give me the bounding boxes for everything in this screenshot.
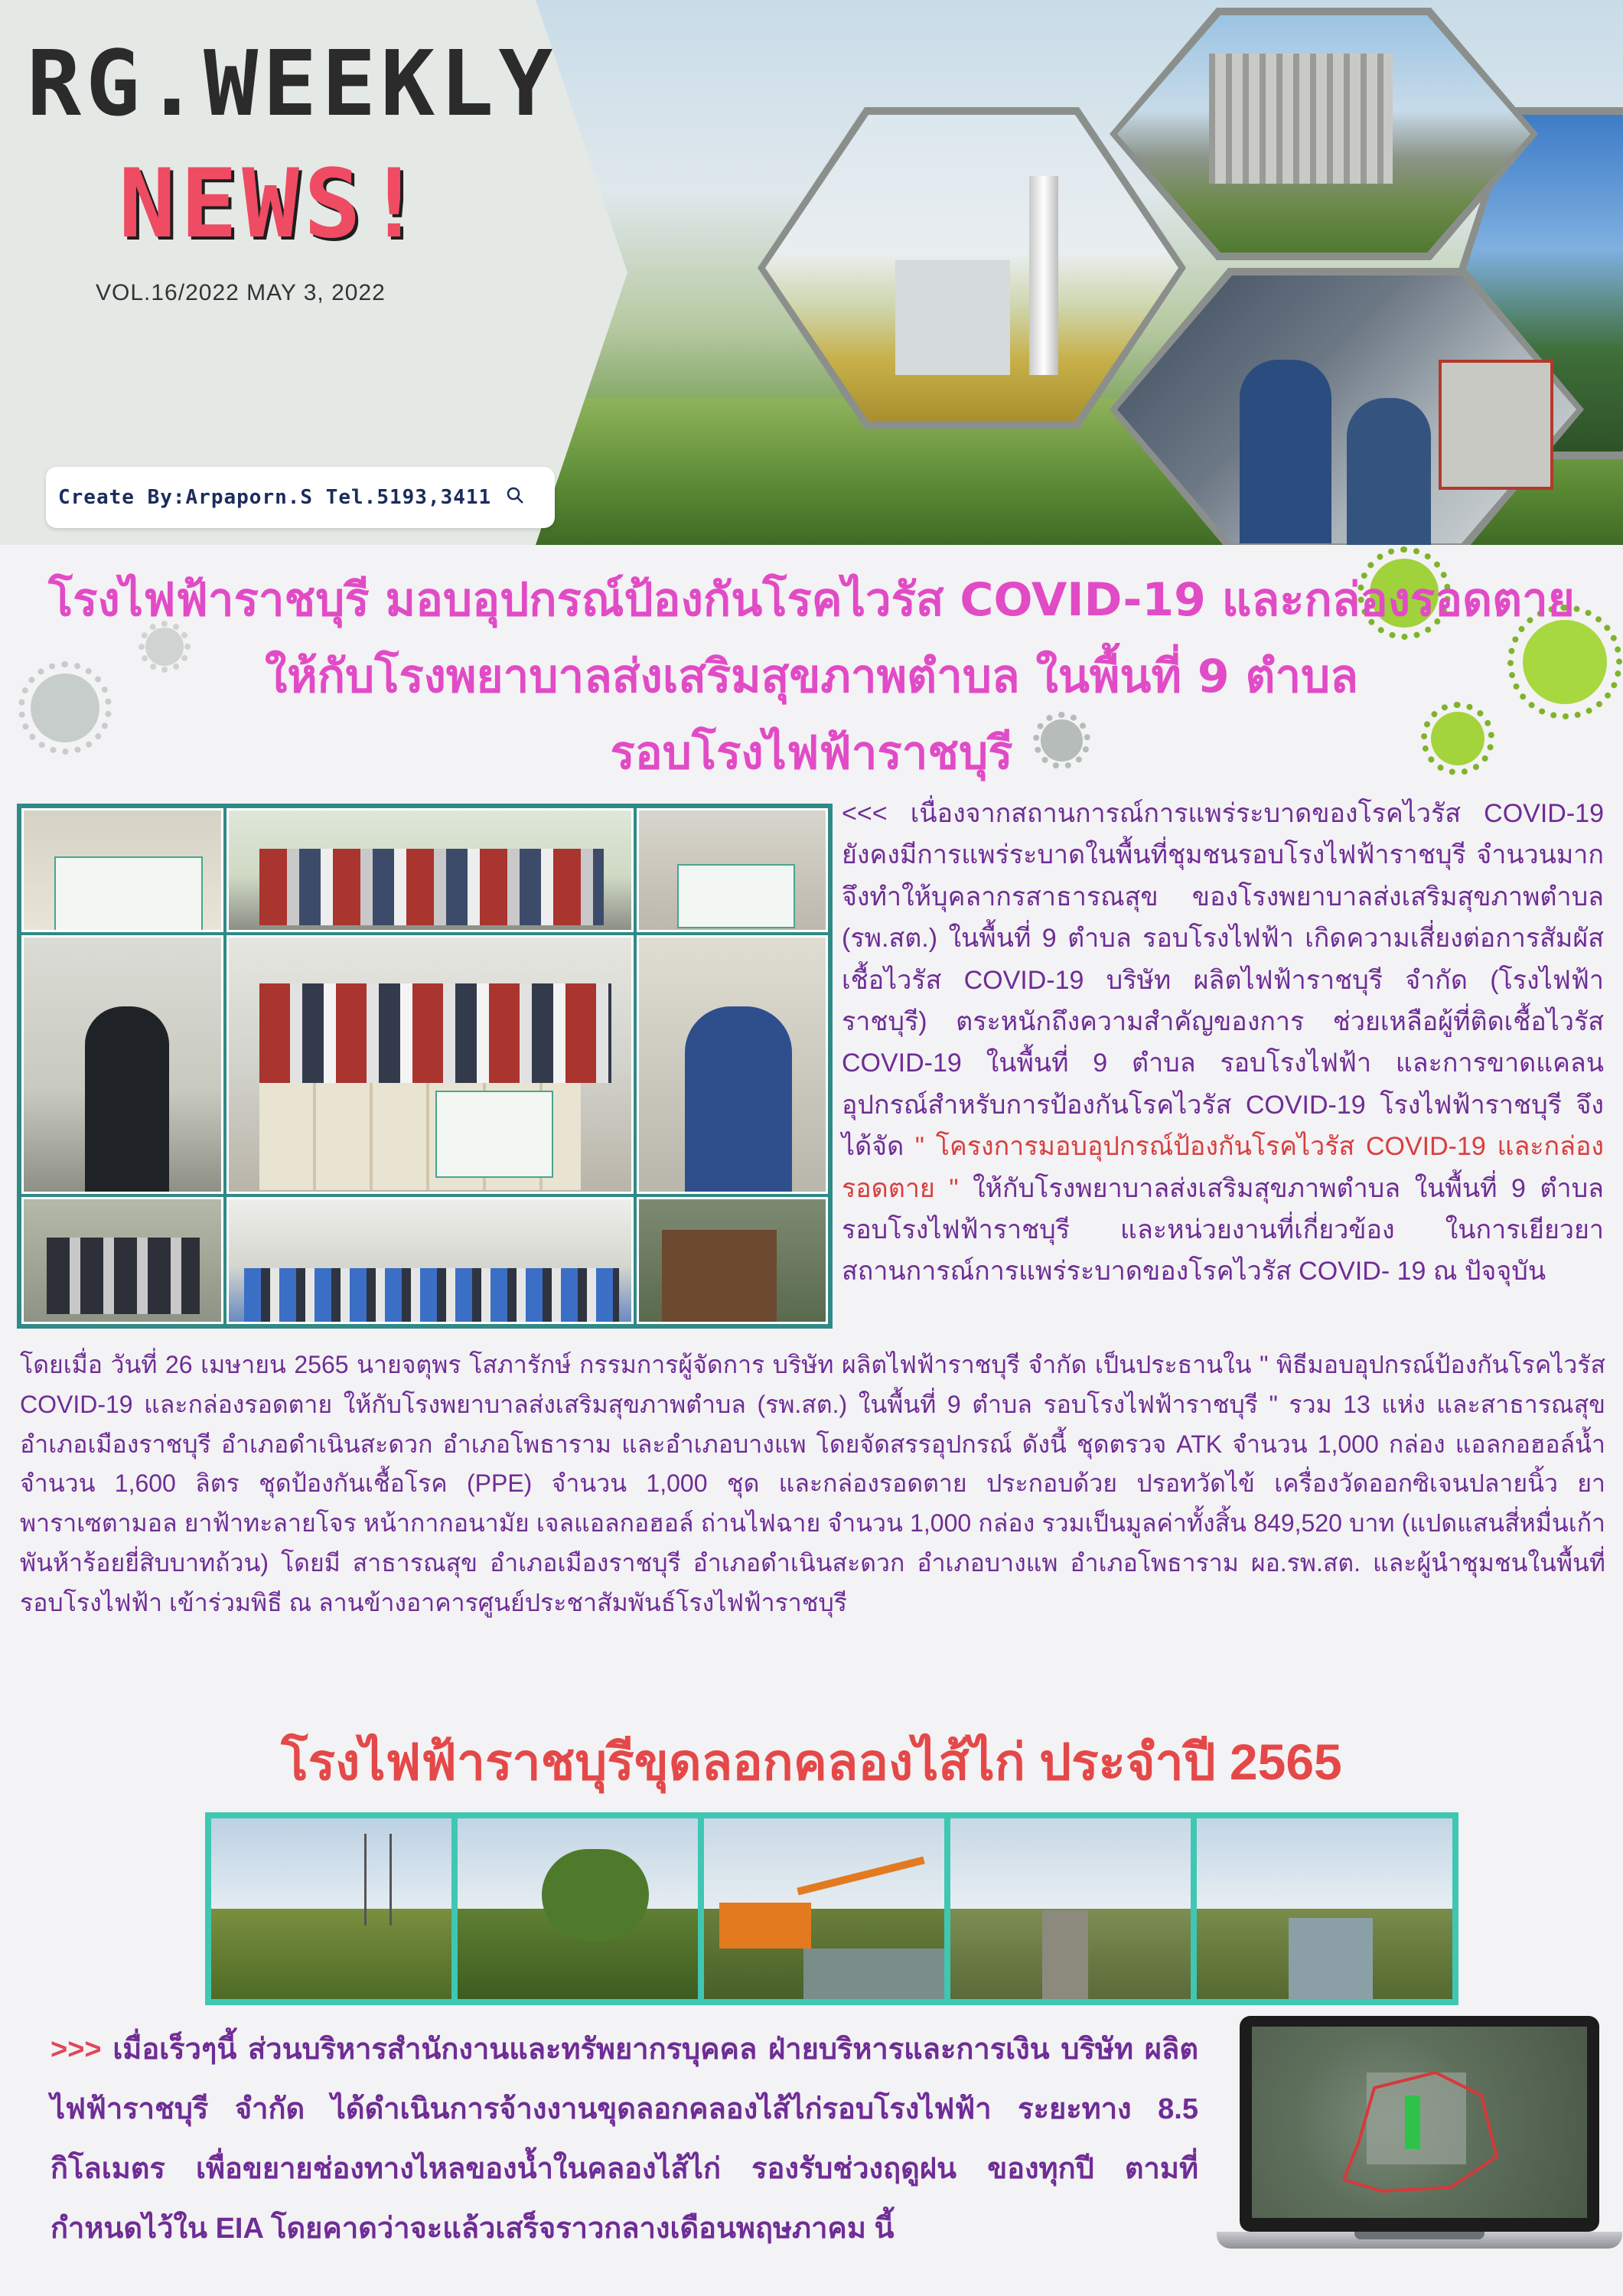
search-icon [505, 485, 525, 510]
canal-photo [950, 1818, 1191, 1999]
attendees-group [259, 849, 604, 925]
intro-text-a: เนื่องจากสถานการณ์การแพร่ระบาดของโรคไวรัส COVID-19 ยังคงมีการแพร่ระบาดในพื้นที่ชุมชนรอบโรงไฟฟ้าราชบุรี จำนวนมาก จึงทำให้บุคลากรสาธารณสุข ของโรงพยาบาลส่งเสริมสุขภาพตำบล (รพ.สต.) ในพื้นที่ 9 ตำบล รอบโรงไฟฟ้า เกิดความเสี่ยงต่อการสัมผัสเชื้อไวรัส COVID-19 บริษัท ผลิตไฟฟ้าราชบุรี จำกัด (โรงไฟฟ้าราชบุรี) ตระหนักถึงความสำคัญของการ ช่วยเหลือผู้ที่ติดเชื้อไวรัส COVID-19 ในพื้นที่ 9 ตำบล รอบโรงไฟฟ้า และการขาดแคลนอุปกรณ์สำหรับการป้องกันโรคไวรัส COVID-19 โรงไฟฟ้าราชบุรี จึงได้จัด [842, 799, 1604, 1162]
pylon-shape [364, 1834, 392, 1926]
attendees-group [47, 1238, 200, 1314]
event-photo [21, 935, 223, 1194]
canal-text: เมื่อเร็วๆนี้ ส่วนบริหารสำนักงานและทรัพยากรบุคคล ฝ่ายบริหารและการเงิน บริษัท ผลิตไฟฟ้าราชบุรี จำกัด ได้ดำเนินการจ้างงานขุดลอกคลองไส้ไก่รอบโรงไฟฟ้า ระยะทาง 8.5 กิโลเมตร เพื่อขยายช่องทางไหลของน้ำในคลองไส้ไก่ รองรับช่วงฤดูฝน ของทุกปี ตามที่กำหนดไว้ใน EIA โดยคาดว่าจะแล้วเสร็จราวกลางเดือนพฤษภาคม นี้ [51, 2033, 1198, 2245]
creator-credit-box [46, 467, 555, 528]
canal-photo [458, 1818, 698, 1999]
canal-headline: โรงไฟฟ้าราชบุรีขุดลอกคลองไส้ไก่ ประจำปี 2565 [281, 1733, 1342, 1790]
donation-sign [54, 856, 203, 932]
ceremony-paragraph: โดยเมื่อ วันที่ 26 เมษายน 2565 นายจตุพร โสภารักษ์ กรรมการผู้จัดการ บริษัท ผลิตไฟฟ้าราชบุรี จำกัด เป็นประธานใน " พิธีมอบอุปกรณ์ป้องกันโรคไวรัส COVID-19 และกล่องรอดตาย ให้กับโรงพยาบาลส่งเสริมสุขภาพตำบล (รพ.สต.) ในพื้นที่ 9 ตำบล รอบโรงไฟฟ้าราชบุรี " รวม 13 แห่ง และสาธารณสุข อำเภอเมืองราชบุรี อำเภอดำเนินสะดวก อำเภอโพธาราม และอำเภอบางแพ โดยจัดสรรอุปกรณ์ ดังนี้ ชุดตรวจ ATK จำนวน 1,000 กล่อง แอลกอฮอล์น้ำ จำนวน 1,600 ลิตร ชุดป้องกันเชื้อโรค (PPE) จำนวน 1,000 ชุด และกล่องรอดตาย ประกอบด้วย ปรอทวัดไข้ เครื่องวัดออกซิเจนปลายนิ้ว ยาพาราเซตามอล ยาฟ้าทะลายโจร หน้ากากอนามัย เจลแอลกอฮอล์ ถ่านไฟฉาย จำนวน 1,000 กล่อง รวมเป็นมูลค่าทั้งสิ้น 849,520 บาท (แปดแสนสี่หมื่นเก้าพันห้าร้อยยี่สิบบาทถ้วน) โดยมี สาธารณสุข อำเภอเมืองราชบุรี อำเภอดำเนินสะดวก อำเภอบางแพ อำเภอโพธาราม ผอ.รพ.สต. และผู้นำชุมชนในพื้นที่รอบโรงไฟฟ้า เข้าร่วมพิธี ณ ลานข้างอาคารศูนย์ประชาสัมพันธ์โรงไฟฟ้าราชบุรี [20, 1351, 1606, 1616]
excavator-shape [719, 1903, 811, 1949]
event-photo [227, 935, 634, 1194]
canal-water [1042, 1910, 1088, 1999]
canal-water [803, 1949, 944, 1999]
canal-photo [704, 1818, 944, 1999]
volume-date: VOL.16/2022 MAY 3, 2022 [96, 280, 386, 305]
creator-credit: Create By:Arpaporn.S Tel.5193,3411 [58, 486, 492, 509]
canal-photo-strip [205, 1812, 1458, 2005]
event-photo [637, 935, 828, 1194]
operator-figure [1240, 360, 1331, 543]
newsletter-header [0, 0, 1623, 545]
canal-photo [211, 1818, 451, 1999]
canal-photo [1197, 1818, 1452, 1999]
speaker-figure [85, 1006, 169, 1194]
laptop-hinge [1354, 2232, 1484, 2239]
building-shape [662, 1230, 777, 1322]
control-panel-shape [1439, 360, 1553, 490]
intro-text-b: ให้กับโรงพยาบาลส่งเสริมสุขภาพตำบล ในพื้นที่ 9 ตำบล รอบโรงไฟฟ้าราชบุรี และหน่วยงานที่เกี่ยวข้อง ในการเยียวยาสถานการณ์การแพร่ระบาดของโรคไวรัส COVID- 19 ณ ปัจจุบัน [842, 1173, 1604, 1287]
attendees-group [259, 983, 611, 1083]
canal-paragraph [51, 2020, 1198, 2259]
route-map-graphic [1252, 2027, 1587, 2218]
event-photo [637, 1197, 828, 1324]
canal-route-map [1252, 2027, 1587, 2218]
seated-audience [244, 1268, 619, 1322]
event-photo [21, 808, 223, 932]
newsletter-subtitle: NEWS! [119, 149, 428, 259]
plant-structure-shape [1209, 54, 1393, 184]
event-photo [637, 808, 828, 932]
event-photo [227, 808, 634, 932]
speaker-figure [685, 1006, 792, 1194]
chimney-shape [1029, 176, 1058, 375]
donation-sign [435, 1091, 553, 1178]
intro-paragraph [842, 793, 1604, 1293]
canal-lead-arrows: >>> [51, 2033, 102, 2066]
building-shape [895, 260, 1010, 375]
event-photo [227, 1197, 634, 1324]
event-photo [21, 1197, 223, 1324]
donation-sign [677, 864, 795, 928]
canal-water [1289, 1918, 1373, 1999]
tree-shape [542, 1849, 649, 1941]
newsletter-title: RG.WEEKLY [27, 31, 558, 136]
intro-lead-arrows: <<< [842, 799, 911, 828]
headline-line-2: ให้กับโรงพยาบาลส่งเสริมสุขภาพตำบล ในพื้นที่ 9 ตำบล [264, 650, 1359, 703]
headline-line-1: โรงไฟฟ้าราชบุรี มอบอุปกรณ์ป้องกันโรคไวรัส COVID-19 และกล่องรอดตาย [48, 573, 1575, 627]
project-name: " โครงการมอบอุปกรณ์ป้องกันโรคไวรัส COVID-19 และกล่องรอดตาย " [842, 1132, 1604, 1203]
operator-figure [1347, 398, 1431, 545]
headline-line-3: รอบโรงไฟฟ้าราชบุรี [610, 726, 1013, 780]
event-photo-grid [17, 804, 833, 1329]
